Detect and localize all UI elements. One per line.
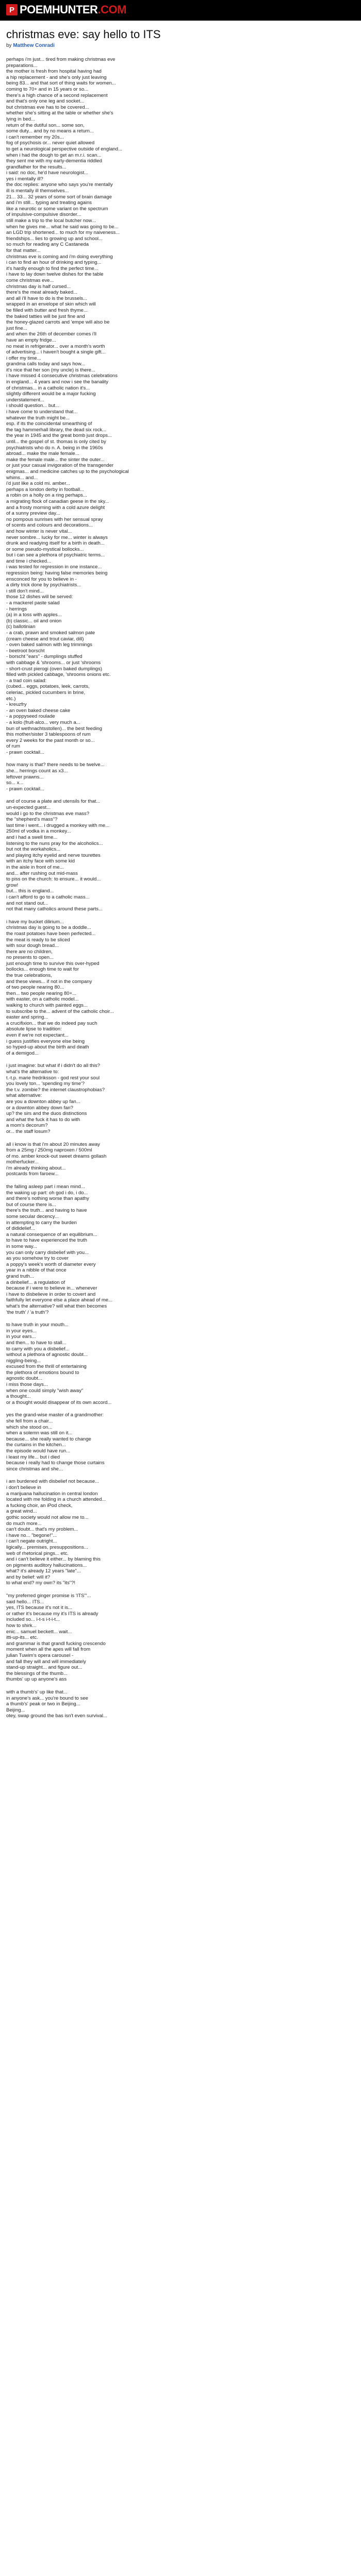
poem-line: the honey-glazed carrots and 'empe will also be — [6, 319, 110, 326]
poem-line: because... she really wanted to change — [6, 1436, 91, 1442]
poem-line: but christmas eve has to be covered... — [6, 104, 89, 110]
poem-line: the meat is ready to be sliced — [6, 937, 70, 943]
poem-line: i should question... but... — [6, 403, 59, 409]
poem-line: the year in 1945 and the great bomb just drops... — [6, 433, 112, 439]
poem-line: the mother is fresh from hospital having had — [6, 69, 102, 75]
poem-line: or some pseudo-mystical bollocks... — [6, 546, 84, 552]
poem-line: or just your casual invigoration of the transgender — [6, 463, 114, 469]
poem-line: a mom's decorum? — [6, 1123, 48, 1129]
poem-line: lying in bed... — [6, 116, 35, 122]
poem-line: but not the workaholics... — [6, 846, 61, 853]
poem-line: - a trad coin salad: — [6, 677, 47, 684]
poem-line: year in a nibble of that once — [6, 1267, 67, 1274]
poem-line: - kreuzfry — [6, 702, 27, 708]
poem-line: as you somehow try to cover — [6, 1256, 69, 1262]
poem-line: leftover prawns... — [6, 774, 44, 780]
poem-line: yes i mentally ill? — [6, 176, 43, 182]
poem-line: the baked tatties will be just fine and — [6, 313, 85, 319]
poem-line: - short-crust pierogi (oven baked dumplings) — [6, 666, 102, 672]
poem-line: are you a downton abbey up fan... — [6, 1098, 80, 1105]
poem-line: she... herrings count as x3... — [6, 768, 68, 774]
poem-line: the t.v. zombie? the internet claustrophobias? — [6, 1087, 105, 1093]
poem-line: and i had a swell time... — [6, 835, 58, 840]
poem-line: how many is that? there needs to be twelve... — [6, 762, 105, 768]
poem-line: otey, swap ground the bas isn't even survival... — [6, 1713, 107, 1719]
poem-line: still make a trip to the local butcher now... — [6, 218, 96, 224]
poem-line: fog of psychosis or... never quiet allowed — [6, 140, 95, 146]
poem-line: grandfather for the results... — [6, 164, 67, 170]
poem-line: and fall they will and will immediately — [6, 1658, 86, 1665]
poem-line: of scents and colours and decorations... — [6, 522, 93, 529]
poem-line: i least my life... but i died — [6, 1454, 60, 1460]
poem-line: can't doubt... that's my problem... — [6, 1527, 78, 1533]
poem-line: friendships... lies to growing up and school... — [6, 235, 103, 242]
poem-line: and... after rushing out mid-mass — [6, 870, 78, 876]
poem-line: i have come to understand that... — [6, 409, 78, 415]
poem-line: i said: no doc, he'd have neurologist... — [6, 170, 89, 176]
logo-suffix: .COM — [97, 3, 126, 16]
poem-line: stand-up straight... and figure out... — [6, 1665, 83, 1671]
poem-line: not that many catholics around these parts... — [6, 906, 103, 912]
poem-line: bun of wethnachtsstollen)... the best feeding — [6, 725, 102, 732]
poem-line: i still don't mind... — [6, 588, 44, 594]
poem-line: since christmas and she... — [6, 1466, 63, 1472]
poem-line: (cream cheese and trout caviar, dill) — [6, 636, 84, 642]
poem-line: slightly different would be a major fucking — [6, 391, 96, 397]
poem-line: moment when all the apes will fall from — [6, 1647, 91, 1653]
author-link[interactable]: Matthew Conradi — [13, 43, 55, 48]
poem-line: up? the sirs and the duos distinctions — [6, 1111, 87, 1117]
poem-line: of two people nearing 80... — [6, 985, 64, 991]
poem-line: return of the dutiful son... some son, — [6, 122, 85, 128]
poem-line: filled with pickled cabbage, 'shrooms onions etc. — [6, 672, 111, 678]
poem-content — [6, 28, 355, 1726]
poem-line: every 2 weeks for the past month or so... — [6, 737, 95, 743]
poem-line: a hip replacement - and she's only just leaving — [6, 74, 107, 80]
poem-line: a robin on a holly on a ring perhaps... — [6, 493, 87, 499]
poem-line: the curtains in the kitchen... — [6, 1442, 66, 1448]
poem-line: to carry with you a disbelief... — [6, 1346, 70, 1352]
poem-line: you can only carry disbelief with you... — [6, 1249, 89, 1256]
poem-line: what? it's already 12 years "late"... — [6, 1568, 81, 1574]
poem-line: to what end? my own? its "its"?! — [6, 1580, 76, 1586]
poem-line: listening to the nuns pray for the alcoholics... — [6, 840, 103, 846]
poem-line: when one could simply "wish away" — [6, 1387, 84, 1394]
poem-line: you lovely ton... 'spending my time'? — [6, 1081, 85, 1087]
poem-line: included so... i-t-s i-t-i-t... — [6, 1617, 60, 1623]
poem-line: then... two people nearing 80+... — [6, 990, 77, 996]
poem-line: grandma calls today and says how... — [6, 361, 86, 367]
poem-line: ensconced for you to believe in - — [6, 576, 77, 582]
poem-line: on pigments auditory hallucinations... — [6, 1562, 87, 1568]
poem-line: which she stood on... — [6, 1424, 53, 1430]
poem-line: what alternative: — [6, 1093, 42, 1099]
poem-line: yes the grand-wise master of a grandmother: — [6, 1412, 104, 1418]
poem-line: of dididelief... — [6, 1226, 35, 1232]
poem-line: have an empty fridge... — [6, 337, 56, 343]
poem-line: i'd just like a cold mi. amber... — [6, 481, 70, 487]
poem-line: postcards from faroew... — [6, 1171, 59, 1177]
poem-line: just fine... — [6, 325, 27, 331]
poem-line: and playing itchy eyelid and nerve tourettes — [6, 852, 101, 858]
poem-line: so hyped-up about the birth and death — [6, 1044, 89, 1050]
poem-line: (a) in a toss with apples... — [6, 612, 62, 618]
poem-line: - a crab, prawn and smoked salmon pate — [6, 630, 95, 636]
poem-line: the blessings of the thumb... — [6, 1670, 68, 1676]
poem-line: and of course a plate and utensils for that... — [6, 799, 101, 805]
poem-line: - a kolo (fruit-alco... very much a... — [6, 719, 80, 725]
poem-line: when i had the dough to get an m.r.i. scan... — [6, 152, 102, 158]
poem-line: a natural consequence of an equilibrium... — [6, 1231, 97, 1238]
poem-line: when a solemn was still on it... — [6, 1430, 73, 1436]
poem-line: a crucifixion... that we do indeed pay such — [6, 1020, 97, 1026]
poem-line: whatever the truth might be... — [6, 415, 70, 421]
poem-line: i have to lay down twelve dishes for the table — [6, 272, 104, 278]
stanza — [6, 799, 355, 912]
poem-line: perhaps a london derby in football... — [6, 486, 85, 493]
poem-line: they sent me with my early-dementia riddled — [6, 158, 102, 164]
poem-line: or a thought would disappear of its own accord... — [6, 1399, 112, 1405]
poem-line: this mother/sister 3 tablespoons of rum — [6, 732, 91, 738]
site-header — [0, 0, 361, 21]
poem-line: - a poppyseed roulade — [6, 714, 55, 720]
poem-line: a thumb's' peak or two in Beijing... — [6, 1701, 80, 1707]
poem-line: to have to have experienced the truth — [6, 1238, 87, 1244]
poem-line: i can't afford to go to a catholic mass... — [6, 894, 90, 900]
poem-line: i'm already thinking about... — [6, 1165, 66, 1171]
poem-line: psychiatrists who do n. A. being in the 1960s — [6, 445, 103, 451]
poem-line: the falling asleep part i mean mind... — [6, 1184, 85, 1190]
poem-line: and i'm still... typing and treating agains — [6, 200, 92, 206]
poem-line: a thought... — [6, 1394, 31, 1400]
poem-line: a dirty trick done by psychiatrists... — [6, 582, 81, 588]
poem-line: an LGD trip shortened... to much for my naiveness... — [6, 230, 120, 236]
poem-line: wrapped in an envelope of skin which will — [6, 301, 96, 308]
poem-line: of a sunny preview day... — [6, 511, 60, 517]
poem-line: - beetroot borscht — [6, 648, 45, 654]
poem-line: t.-t.p. marie fredriksson - god rest your soul — [6, 1075, 100, 1081]
stanza — [6, 1689, 355, 1719]
poem-line: enic... samuel beckett... wait... — [6, 1629, 72, 1635]
poem-line: - prawn cocktail... — [6, 786, 44, 792]
poem-line: i have no... "begone!"... — [6, 1532, 57, 1538]
poem-line: of rum — [6, 743, 20, 750]
poem-line: (c) ballotinian — [6, 624, 36, 630]
poem-line: there are no children, — [6, 948, 53, 955]
poem-line: - borscht "ears" - dumplings stuffed — [6, 654, 83, 660]
poem-line: come christmas eve... — [6, 277, 54, 283]
poem-line: web of rhetorical pings... etc. — [6, 1550, 69, 1556]
poem-line: because if i were to believe in... whenever — [6, 1285, 97, 1292]
poem-line: (b) classic... oil and onion — [6, 618, 62, 624]
poem-line: the true celebrations, — [6, 973, 52, 979]
poem-line: said hello... ITS... — [6, 1599, 44, 1605]
poem-line: with easter, on a catholic model... — [6, 996, 79, 1003]
poem-line: to get a neurological perspective outside of england... — [6, 146, 122, 152]
poem-line: christmas eve is coming and i'm doing everything — [6, 253, 113, 260]
poem-line: i offer my time... — [6, 355, 41, 361]
poem-line: (cubed... eggs, potatoes, leek, carrots, — [6, 684, 90, 690]
poem-line: like a neurotic or some variant on the spectrum — [6, 206, 108, 212]
poem-line: being 83... and that sort of thing waits for women... — [6, 80, 116, 87]
poem-line: in anyone's ask... you're bound to see — [6, 1695, 88, 1701]
poem-line: in the aisle in front of me... — [6, 864, 64, 870]
poem-line: just enough time to survive this over-hyped — [6, 960, 100, 967]
poem-line: julian Tuwim's opera carousel - — [6, 1653, 74, 1658]
poem-line: grow! — [6, 882, 19, 888]
poem-line: with a thumb's' up like that... — [6, 1689, 68, 1695]
stanza — [6, 1412, 355, 1472]
poem-line: there's the meat already baked... — [6, 290, 78, 296]
poem-line: i miss those days... — [6, 1382, 48, 1388]
poem-line: the episode would have run... — [6, 1448, 71, 1454]
poem-line: with sour dough bread... — [6, 943, 59, 949]
poem-line: there's the truth... and having to have — [6, 1208, 87, 1214]
poem-line: ligically... premises, presuppositions... — [6, 1544, 88, 1550]
poem-line: a marijuana hallucination in central london — [6, 1490, 98, 1497]
logo-wordmark — [20, 4, 126, 15]
poem-line: some duty... and by no means a return... — [6, 128, 94, 134]
poem-line: and these views... if not in the company — [6, 978, 92, 985]
poem-line: of christmas... in a catholic nation it's... — [6, 385, 90, 391]
poem-line: "my preferred ginger promise is 'ITS'"... — [6, 1593, 91, 1599]
poem-line: ill is mentally ill themselves... — [6, 188, 69, 194]
poem-line: so much for reading any C Castaneda — [6, 242, 89, 248]
poem-line: the doc replies: anyone who says you're mentally — [6, 182, 113, 188]
poem-line: i was tested for regression in one instance... — [6, 564, 102, 570]
poem-line: the tag hammerhall library, the dead six rock... — [6, 427, 107, 433]
poem-line: - prawn cocktail... — [6, 749, 44, 755]
poem-line: whims... and... — [6, 474, 38, 481]
poem-line: un-expected guest... — [6, 805, 51, 811]
stanza — [6, 1142, 355, 1178]
poem-line: i have my bucket dilirium... — [6, 919, 64, 925]
poem-line: it's hardly enough to find the perfect time... — [6, 265, 99, 272]
stanza — [6, 1184, 355, 1315]
poem-line: no meat in refrigerator... over a month's worth — [6, 343, 105, 349]
poem-line: - a mackerel paste salad — [6, 600, 60, 606]
poem-line: a great wind... — [6, 1509, 37, 1515]
poem-line: i can't remember my 20s... — [6, 134, 64, 140]
poem-line: itti-up-its... etc. — [6, 1635, 38, 1641]
poem-line: i have to disbelieve in order to covert and — [6, 1291, 96, 1297]
poem-line: in your ears... — [6, 1334, 36, 1340]
poem-line: 250ml of vodka in a monkey... — [6, 828, 71, 835]
poem-line: but i can see a plethora of psychiatric terms... — [6, 552, 105, 558]
poem-line: Beijing... — [6, 1707, 25, 1713]
poem-line: to have truth in your mouth... — [6, 1322, 69, 1328]
poem-line: but of course there is... — [6, 1201, 56, 1208]
poem-line: preparations... — [6, 62, 38, 69]
poem-line: drunk and readying itself for a birth in death... — [6, 540, 105, 547]
poem-line: to subscribe to the... advent of the catholic choir... — [6, 1008, 114, 1014]
poem-line: and there's nothing worse than apathy — [6, 1196, 89, 1202]
poem-line: grand truth... — [6, 1273, 34, 1279]
poem-line: no pompous sunrises with her sensual spray — [6, 516, 103, 522]
poem-line: in england... 4 years and now i see the banality — [6, 379, 109, 385]
poem-line: abroad... make the male female... — [6, 451, 79, 457]
poem-line: in your eyes... — [6, 1328, 37, 1334]
stanza — [6, 1479, 355, 1586]
poem-line: and i can't believe it either... by blaming this — [6, 1556, 101, 1563]
poem-line: the roast potatoes have been perfected... — [6, 930, 96, 937]
poem-line: christmas day is going to be a doddle... — [6, 925, 91, 931]
poem-line: understatement... — [6, 397, 44, 403]
poem-line: for that matter... — [6, 248, 41, 253]
poem-line: of mo. amber knock-out sweet dreams gollash — [6, 1153, 107, 1159]
poem-line: i can't negate outright... — [6, 1538, 57, 1545]
poem-line: i don't believe in — [6, 1484, 41, 1490]
poem-line: even if we're not expectant... — [6, 1032, 69, 1038]
poem-line: and by belief: will it? — [6, 1574, 51, 1580]
poem-line: the waking up part: oh god i do, i do... — [6, 1190, 88, 1196]
poem-line: i guess justifies everyone else being — [6, 1038, 85, 1044]
poem-line: motherfucker... — [6, 1159, 39, 1165]
stanza — [6, 762, 355, 792]
poem-line: a fucking choir, an iPod check, — [6, 1502, 73, 1509]
poem-line: esp. if its the coincidental smearthing of — [6, 421, 92, 427]
poem-line: when he gives me... what he said was going to be... — [6, 224, 119, 230]
poem-line: and how winter is never vital... — [6, 528, 72, 534]
poem-line: never sombre... lucky for me... winter is always — [6, 534, 108, 540]
poem-line: i just imagine: but what if i didn't do all this? — [6, 1063, 100, 1069]
poem-line: in attempting to carry the burden — [6, 1219, 77, 1226]
poem-line: with an itchy face with some kid — [6, 858, 75, 865]
poem-line: a dinbelief... a regulation of — [6, 1279, 65, 1285]
stanza — [6, 919, 355, 1057]
poem-line: make the female male... the sinter the outer... — [6, 456, 105, 463]
poem-line: perhaps i'm just... tired from making christmas eve — [6, 57, 116, 62]
poem-line: easter and spring... — [6, 1014, 48, 1021]
poem-line: she fell from a chair... — [6, 1418, 53, 1425]
poem-line: a migrating flock of canadian geese in the sky... — [6, 498, 109, 504]
poem-line: whether she's sitting at the table or whether she's — [6, 110, 113, 116]
stanza — [6, 1593, 355, 1683]
logo-icon: P — [6, 4, 18, 15]
poem-line: christmas day is half cursed... — [6, 283, 71, 290]
poem-line: until... the gospel of st. thomas is only cited by — [6, 439, 106, 445]
poem-line: and not stand out... — [6, 900, 48, 906]
poem-line: of advertising... i haven't bought a single gift... — [6, 349, 106, 355]
poem-line: and grammar is that grandl fucking crescendo — [6, 1640, 106, 1647]
poem-line: those 12 dishes will be served: — [6, 594, 73, 600]
poem-line: do much more... — [6, 1520, 42, 1527]
poem-line: what's the alternative? will what then becomes — [6, 1303, 107, 1309]
poem-line: of impulsive-compulsive disorder... — [6, 212, 81, 218]
poem-line: with cabbage & 'shrooms... or just 'shrooms — [6, 659, 101, 666]
poem-line: gothic society would not allow me to... — [6, 1514, 89, 1520]
poem-line: etc.) — [6, 696, 16, 702]
poem-line: enigmas... and medicine catches up to the psychological — [6, 468, 129, 474]
poem-line: - herrings — [6, 606, 27, 612]
poem-line: from a 25mg / 250mg naproxen / 500ml — [6, 1147, 92, 1154]
poem-line: or... the staff losum? — [6, 1128, 51, 1134]
poem-line: no presents to open... — [6, 955, 54, 961]
poem-line: and what the fuck it has to do with — [6, 1116, 80, 1123]
poem-line: how to shirk... — [6, 1623, 37, 1629]
poem-line: niggling-being... — [6, 1358, 41, 1364]
poem-line: so... x... — [6, 780, 24, 786]
stanza — [6, 57, 355, 755]
poem-line: would i go to the christmas eve mass? — [6, 810, 90, 817]
poem-line: - an oven baked cheese cake — [6, 707, 71, 714]
poem-line: in some way... — [6, 1244, 38, 1249]
poem-body — [6, 57, 355, 1719]
stanza — [6, 1063, 355, 1134]
poem-line: last time i went... i drugged a monkey with me... — [6, 822, 110, 828]
poem-line: faithfully let everyone else a place ahead of me... — [6, 1297, 112, 1303]
poem-line: and time i checked... — [6, 558, 52, 564]
poem-line: but... this is england... — [6, 888, 54, 894]
poem-line: and all i'll have to do is the brussels... — [6, 295, 88, 301]
poem-line: absolute lipse to tradition: — [6, 1026, 62, 1032]
poem-line: because i really had to change those curtains — [6, 1460, 105, 1466]
poem-line: located with me folding in a church attended... — [6, 1497, 106, 1503]
poem-line: the "shepherd's mass"? — [6, 817, 58, 823]
byline — [6, 42, 355, 49]
poem-line: thumbs' up up anyone's ass — [6, 1676, 67, 1683]
poem-line: i can to find an hour of drinking and typing... — [6, 260, 102, 266]
poem-line: yes, ITS because it's not it is... — [6, 1605, 73, 1611]
poem-line: to piss on the church: to ensure... it would... — [6, 876, 101, 883]
poem-line: be filled with butter and fresh thyme... — [6, 307, 88, 313]
poem-line: - oven baked salmon with leg trimmings — [6, 642, 92, 648]
poem-line: and that's only one leg and socket... — [6, 98, 85, 105]
stanza — [6, 1322, 355, 1405]
poem-line: bollocks... enough time to wait for — [6, 967, 79, 973]
poem-line: and then... to have to stall... — [6, 1340, 67, 1346]
byline-prefix: by — [6, 43, 12, 48]
poem-line: of a demigod... — [6, 1050, 39, 1056]
poem-line: i have missed 4 consecutive christmas celebrations — [6, 373, 118, 379]
poem-title: christmas eve: say hello to ITS — [6, 28, 161, 41]
site-logo[interactable] — [6, 4, 126, 15]
poem-line: some secular decency... — [6, 1214, 59, 1220]
poem-line: coming to 70+ and in 15 years or so... — [6, 86, 89, 92]
poem-line: regression being: having false memories being — [6, 570, 108, 577]
logo-name: POEMHUNTER — [20, 3, 98, 16]
poem-line: and a frosty morning with a cold azure delight — [6, 504, 105, 511]
poem-line: walking to church with painted eggs... — [6, 1003, 88, 1009]
poem-line: all i know is that i'm about 20 minutes away — [6, 1141, 100, 1147]
poem-line: or a downton abbey down fan? — [6, 1105, 73, 1111]
poem-line: without a plethora of agnostic doubt... — [6, 1352, 88, 1358]
poem-line: 21... 33... 32 years of some sort of brain damage — [6, 194, 112, 200]
poem-line: celeriac, pickled cucumbers in brine, — [6, 689, 86, 696]
poem-line: there's a high chance of a second replacement — [6, 92, 108, 98]
poem-line: i am burdened with disbelief not because... — [6, 1479, 100, 1485]
poem-line: it's nice that her son (my uncle) is there... — [6, 367, 95, 373]
poem-line: or rather it's because my it's ITS is already — [6, 1611, 99, 1617]
poem-line: a poppy's week's worth of diameter every — [6, 1261, 96, 1267]
poem-line: the plethora of emotions bound to — [6, 1369, 79, 1376]
poem-line: 'the truth' / 'a truth'? — [6, 1309, 49, 1315]
poem-line: agnostic doubt... — [6, 1376, 42, 1382]
poem-line: and when the 26th of december comes i'll — [6, 331, 97, 337]
poem-line: excused from the thrill of entertaining — [6, 1364, 87, 1370]
poem-line: what's the alternative to: — [6, 1069, 59, 1075]
